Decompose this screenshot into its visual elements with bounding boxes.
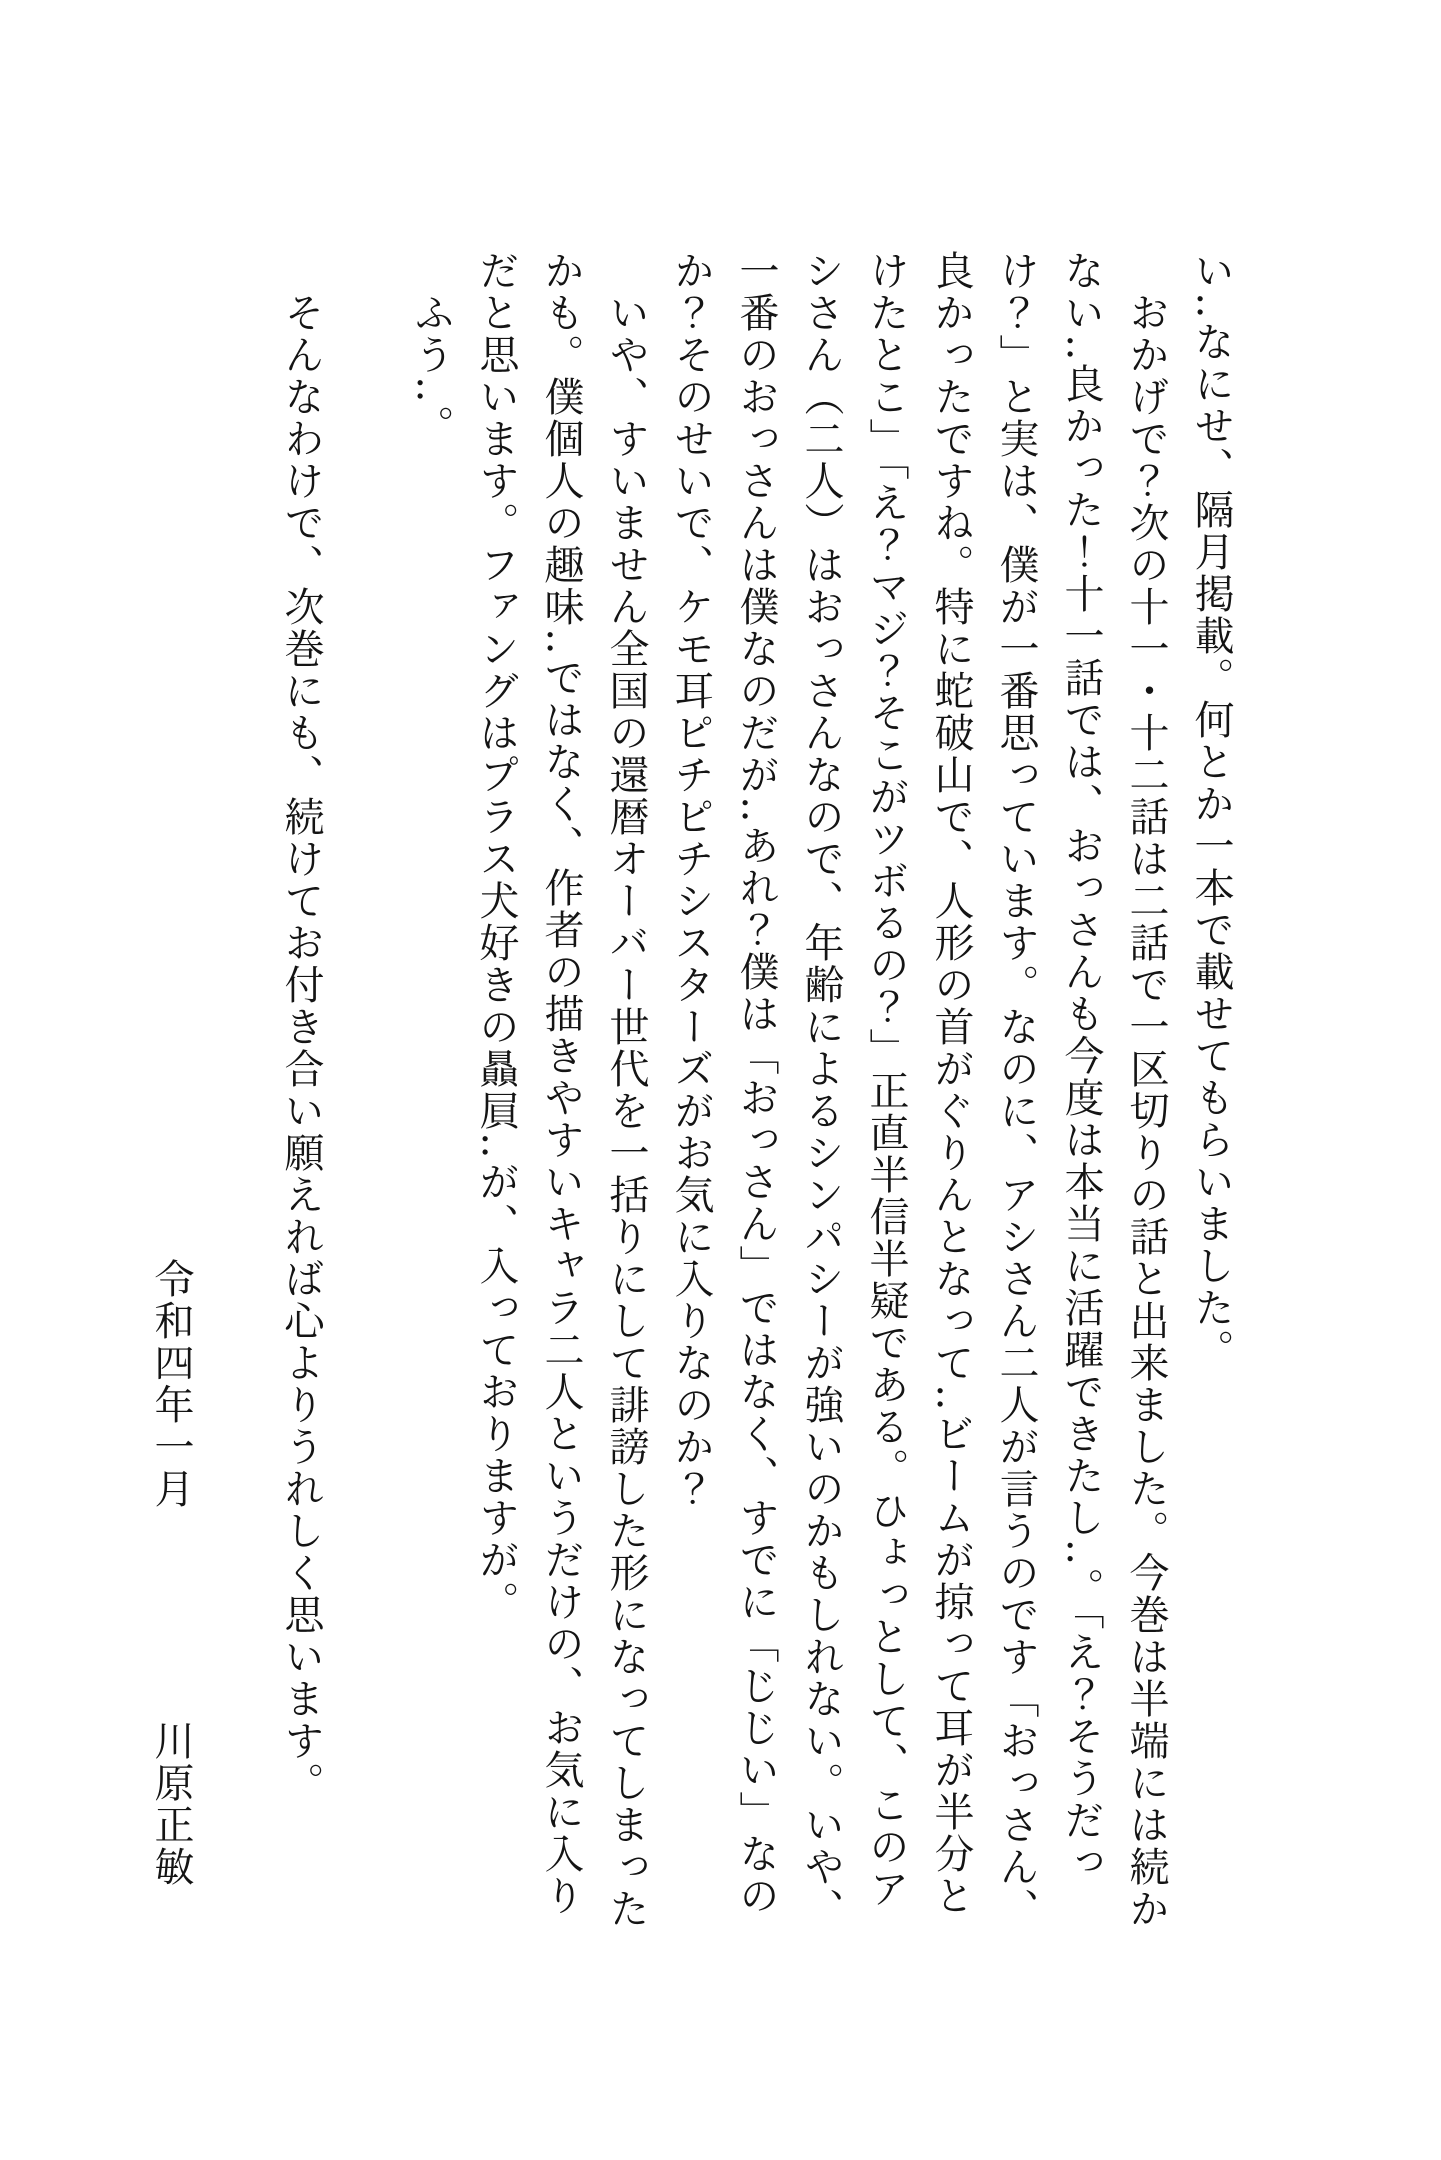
text-column: シさん（二人）はおっさんなので、年齢によるシンパシーが強いのかもしれない。いや、 [798, 250, 844, 1930]
text-column: ふう‥。 [408, 250, 454, 447]
text-column: け？」と実は、僕が一番思っています。なのに、アシさん二人が言うのです「おっさん、 [993, 250, 1039, 1930]
text-column: だと思います。ファングはプラス犬好きの贔屓‥が、入っておりますが。 [473, 250, 519, 1623]
text-column: 令和四年一月 川原正敏 [148, 250, 194, 1888]
text-column: い‥なにせ、隔月掲載。何とか一本で載せてもらいました。 [1188, 250, 1234, 1371]
blank-column [333, 250, 398, 1950]
text-column: おかげで？次の十一・十二話は二話で一区切りの話と出来ました。今巻は半端には続か [1123, 250, 1169, 1930]
text-column: ない‥良かった！十一話では、おっさんも今度は本当に活躍できたし‥。「え？そうだっ [1058, 250, 1104, 1884]
text-column: そんなわけで、次巻にも、続けてお付き合い願えれば心よりうれしく思います。 [278, 250, 324, 1804]
text-column: か？そのせいで、ケモ耳ピチピチシスターズがお気に入りなのか？ [668, 250, 714, 1510]
text-column: かも。僕個人の趣味‥ではなく、作者の描きやすいキャラ二人というだけの、お気に入り [538, 250, 584, 1917]
text-column: いや、すいません全国の還暦オーバー世代を一括りにして誹謗した形になってしまった [603, 250, 649, 1930]
blank-column [203, 250, 268, 1950]
text-column: 一番のおっさんは僕なのだが‥あれ？僕は「おっさん」ではなく、すでに「じじい」なの [733, 250, 779, 1917]
text-column: 良かったですね。特に蛇破山で、人形の首がぐりんとなって‥ビームが掠って耳が半分と [928, 250, 974, 1917]
text-column: けたとこ」「え？マジ？そこがツボるの？」正直半信半疑である。ひょっとして、このア [863, 250, 909, 1910]
afterword-text [138, 250, 1243, 1960]
